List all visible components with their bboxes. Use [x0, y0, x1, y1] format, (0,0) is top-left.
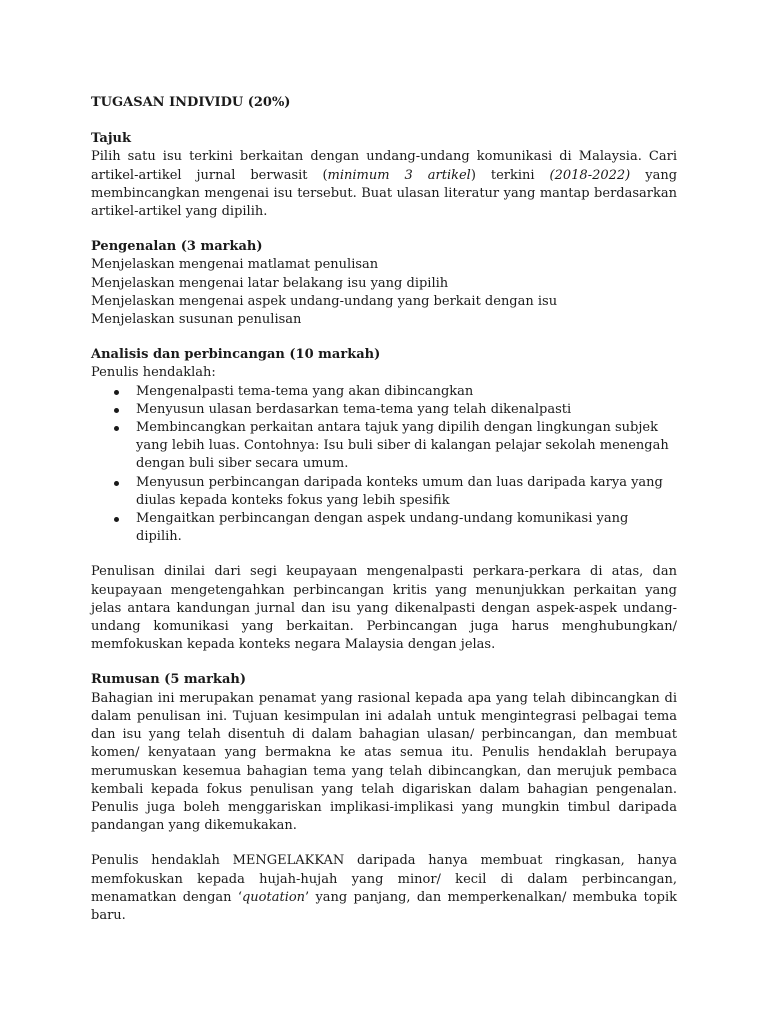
- analisis-intro: Penulis hendaklah:: [91, 365, 216, 381]
- pengenalan-line: Menjelaskan mengenai aspek undang-undang yang berkait dengan isu: [91, 293, 558, 309]
- pengenalan-heading: Pengenalan (3 markah): [91, 239, 263, 255]
- tajuk-emphasis-2: (2018-2022): [549, 167, 631, 183]
- pengenalan-line: Menjelaskan susunan penulisan: [91, 312, 302, 328]
- list-item: Menyusun ulasan berdasarkan tema-tema yang telah dikenalpasti: [136, 401, 677, 419]
- tajuk-text-2: ) terkini: [470, 167, 550, 183]
- tajuk-emphasis-1: minimum 3 artikel: [327, 167, 471, 183]
- list-item: Membincangkan perkaitan antara tajuk yang dipilih dengan lingkungan subjek yang lebih luas. Contohnya: Isu buli siber di kalangan pelajar sekolah menengah dengan buli siber secara umum.: [136, 419, 677, 474]
- tajuk-text-1: Pilih satu isu terkini berkaitan dengan undang-undang komunikasi di Malaysia. Cari artikel-artikel jurnal berwasit (: [91, 149, 677, 183]
- list-item: Mengenalpasti tema-tema yang akan dibincangkan: [136, 383, 677, 401]
- analisis-bullet-list: [91, 383, 677, 547]
- tajuk-paragraph: [91, 148, 677, 221]
- rumusan-heading: Rumusan (5 markah): [91, 672, 246, 688]
- list-item: Menyusun perbincangan daripada konteks umum dan luas daripada karya yang diulas kepada konteks fokus yang lebih spesifik: [136, 474, 677, 510]
- list-item: Mengaitkan perbincangan dengan aspek undang-undang komunikasi yang dipilih.: [136, 510, 677, 546]
- pengenalan-line: Menjelaskan mengenai latar belakang isu yang dipilih: [91, 275, 449, 291]
- rumusan-text-1: Penulis hendaklah MENGELAKKAN daripada hanya membuat ringkasan, hanya memfokuskan kepada hujah-hujah yang minor/ kecil di dalam perbincangan, menamatkan dengan ‘: [91, 853, 677, 905]
- rumusan-text-2: ’ yang panjang, dan memperkenalkan/ membuka topik baru.: [91, 889, 677, 923]
- analisis-paragraph: Penulisan dinilai dari segi keupayaan mengenalpasti perkara-perkara di atas, dan keupayaan mengetengahkan perbincangan kritis yang menunjukkan perkaitan yang jelas antara kandungan jurnal dan isu yang dikenalpasti dengan aspek-aspek undang-undang komunikasi yang berkaitan. Perbincangan juga harus menghubungkan/ memfokuskan kepada konteks negara Malaysia dengan jelas.: [91, 564, 677, 653]
- rumusan-paragraph-1: Bahagian ini merupakan penamat yang rasional kepada apa yang telah dibincangkan di dalam penulisan ini. Tujuan kesimpulan ini adalah untuk mengintegrasi pelbagai tema dan isu yang telah disentuh di dalam bahagian ulasan/ perbincangan, dan membuat komen/ kenyataan yang bermakna ke atas semua itu. Penulis hendaklah berupaya merumuskan kesemua bahagian tema yang telah dibincangkan, dan merujuk pembaca kembali kepada fokus penulisan yang telah digariskan dalam bahagian pengenalan. Penulis juga boleh menggariskan implikasi-implikasi yang mungkin timbul daripada pandangan yang dikemukakan.: [91, 690, 677, 834]
- rumusan-paragraph-2: [91, 852, 677, 925]
- tajuk-text-3: yang membincangkan mengenai isu tersebut. Buat ulasan literatur yang mantap berdasarkan artikel-artikel yang dipilih.: [91, 167, 678, 220]
- quotation-emphasis: quotation: [241, 889, 306, 905]
- pengenalan-line: Menjelaskan mengenai matlamat penulisan: [91, 257, 379, 273]
- analisis-heading: Analisis dan perbincangan (10 markah): [91, 347, 381, 363]
- document-title: TUGASAN INDIVIDU (20%): [91, 95, 291, 110]
- tajuk-heading: Tajuk: [91, 131, 132, 147]
